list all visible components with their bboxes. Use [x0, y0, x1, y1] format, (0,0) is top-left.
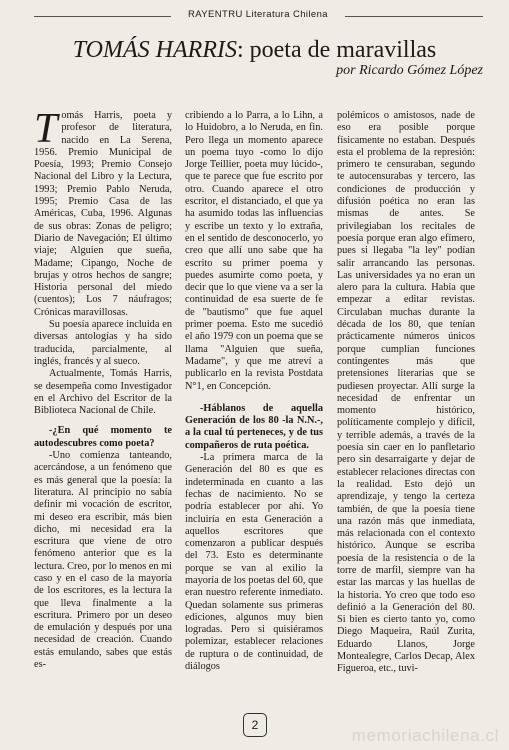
- paragraph: Su poesía aparece incluida en diversas antologías y ha sido traducida, parcialmente, al inglés, francés y al sueco.: [34, 319, 172, 367]
- interview-answer: -Uno comienza tanteando, acercándose, a un fenómeno que es más general que la poesía: la literatura. Al principio no sabía definir mi vocación de escritor, mi deseo era escribir, más bien dicho, mi necesidad era la escritura que viene de otro fenómeno anterior que es la lectura. Creo, por lo menos en mi caso y en el caso de la mayoría de los escritores, es la lectura la que lleva finalmente a la escritura. Primero por un deseo de emulación y después por una necesidad de creación. Cuando estás emulando, sabes que estás es-: [34, 450, 172, 671]
- header-rule-right: [345, 16, 483, 17]
- interview-answer: -La primera marca de la Generación del 80 es que es indeterminada en cuanto a las fechas de nacimiento. No se podría establecer por ahí. Yo incluiría en esta Generación a aquellos escritores que comenzaron a publicar después del 73. Esto es determinante porque se van al exilio la mayoría de los poetas del 60, que eran nuestro referente inmediato. Quedan solamente sus primeras ediciones, algunos muy bien logradas. Pero si quisiéramos polemizar, establecer relaciones de ruptura o de continuidad, de diálogos: [185, 452, 323, 673]
- intro-text: omás Harris, poeta y profesor de literatura, nacido en La Serena, 1956. Premio Municipal de Poesía, 1993; Premio Consejo Nacional del Libro y la Lectura, 1993; Premio Pablo Neruda, 1995; Premio Casa de las Américas, Cuba, 1996. Algunas de sus obras: Zonas de peligro; Diario de Navegación; El último viaje; Alguien que sueña, Madame; Cipango, Noche de brujas y otros hechos de sangre; Historia personal del miedo (cuentos); Los 7 náufragos; Crónicas maravillosas.: [34, 110, 172, 318]
- interview-question: -Háblanos de aquella Generación de los 80 -la N.N.-, a la cual tú perteneces, y de tus compañeros de ruta poética.: [185, 402, 323, 451]
- article-title: [0, 36, 509, 64]
- interview-question: -¿En qué momento te autodescubres como poeta?: [34, 425, 172, 449]
- interview-answer: cribiendo a lo Parra, a lo Lihn, a lo Huidobro, a lo Neruda, en fin. Pero llega un momento aparece un poema tuyo -como lo dijo Jorge Teillier, poeta muy lúcido-, que te parece que fue escrito por otro. Cuando aparece el otro escritor, el distanciado, el que ya ha asumido todas las influencias y escribe un texto y lo extraña, en el sentido de desconocerlo, yo creo que allí uno sabe que ha escrito su primer poema y puedes asumirte como poeta, y decir que lo que viene va a ser la continuidad de esa suerte de fe de "bautismo" que fue aquel primer poema. Esto me sucedió el año 1979 con un poema que se llama "Alguien que sueña, Madame", y que me atreví a publicarlo en la revista Postdata N°1, en Concepción.: [185, 110, 323, 392]
- column-1: [34, 106, 172, 671]
- page-number: 2: [243, 713, 267, 737]
- article-author: por Ricardo Gómez López: [336, 63, 483, 78]
- drop-cap: T: [34, 106, 58, 152]
- header-text: RAYENTRU Literatura Chilena: [188, 9, 328, 20]
- title-rest: : poeta de maravillas: [236, 37, 437, 63]
- paragraph: Actualmente, Tomás Harris, se desempeña como Investigador en el Archivo del Escritor de la Biblioteca Nacional de Chile.: [34, 368, 172, 417]
- running-header: [0, 9, 509, 23]
- column-2: [185, 110, 323, 673]
- header-rule-left: [34, 16, 171, 17]
- interview-answer: polémicos o amistosos, nade de eso era posible porque físicamente no estaban. Después esta el problema de la represión: primero te censuraban, segundo te autocensurabas y tercero, las condiciones de producción y difusión poética no eran las mismas de antes. Se privilegiaban los recitales de poesía porque eran algo efímero, pues si llegaba "la ley" podían salir arrancando las personas. Las universidades ya no eran un alero para la cultura. Había que empezar a editar revistas. Circulaban muchas durante la década de los 80, que tenían prácticamente números únicos porque cumplían funciones contingentes más que pretensiones literarias que se pudiesen proyectar. Allí surge la necesidad de enfrentar un momento histórico, políticamente complejo y difícil, y terrible además, a través de la poesía sin caer en lo panfletario pero sin desarraigarte y dejar de establecer relaciones directas con la realidad. Esto dejó un aprendizaje, y tengo la certeza también, de que la poesía tiene una razón más que inmediata, más relacionada con el contexto histórico. Aunque se escriba poesía de la resistencia o de la torre de marfil, siempre van ha estar las marcas y las huellas de la historia. Yo creo que todo eso definió a la Generación del 80. Si bien es cierto tanto yo, como Diego Maqueira, Raúl Zurita, Eduardo Llanos, Jorge Montealegre, Carlos Decap, Alex Figueroa, etc., tuvi-: [337, 110, 475, 675]
- watermark: memoriachilena.cl: [351, 726, 499, 745]
- title-name: TOMÁS HARRIS: [72, 37, 237, 63]
- intro-paragraph: [34, 106, 172, 319]
- column-3: [337, 110, 475, 676]
